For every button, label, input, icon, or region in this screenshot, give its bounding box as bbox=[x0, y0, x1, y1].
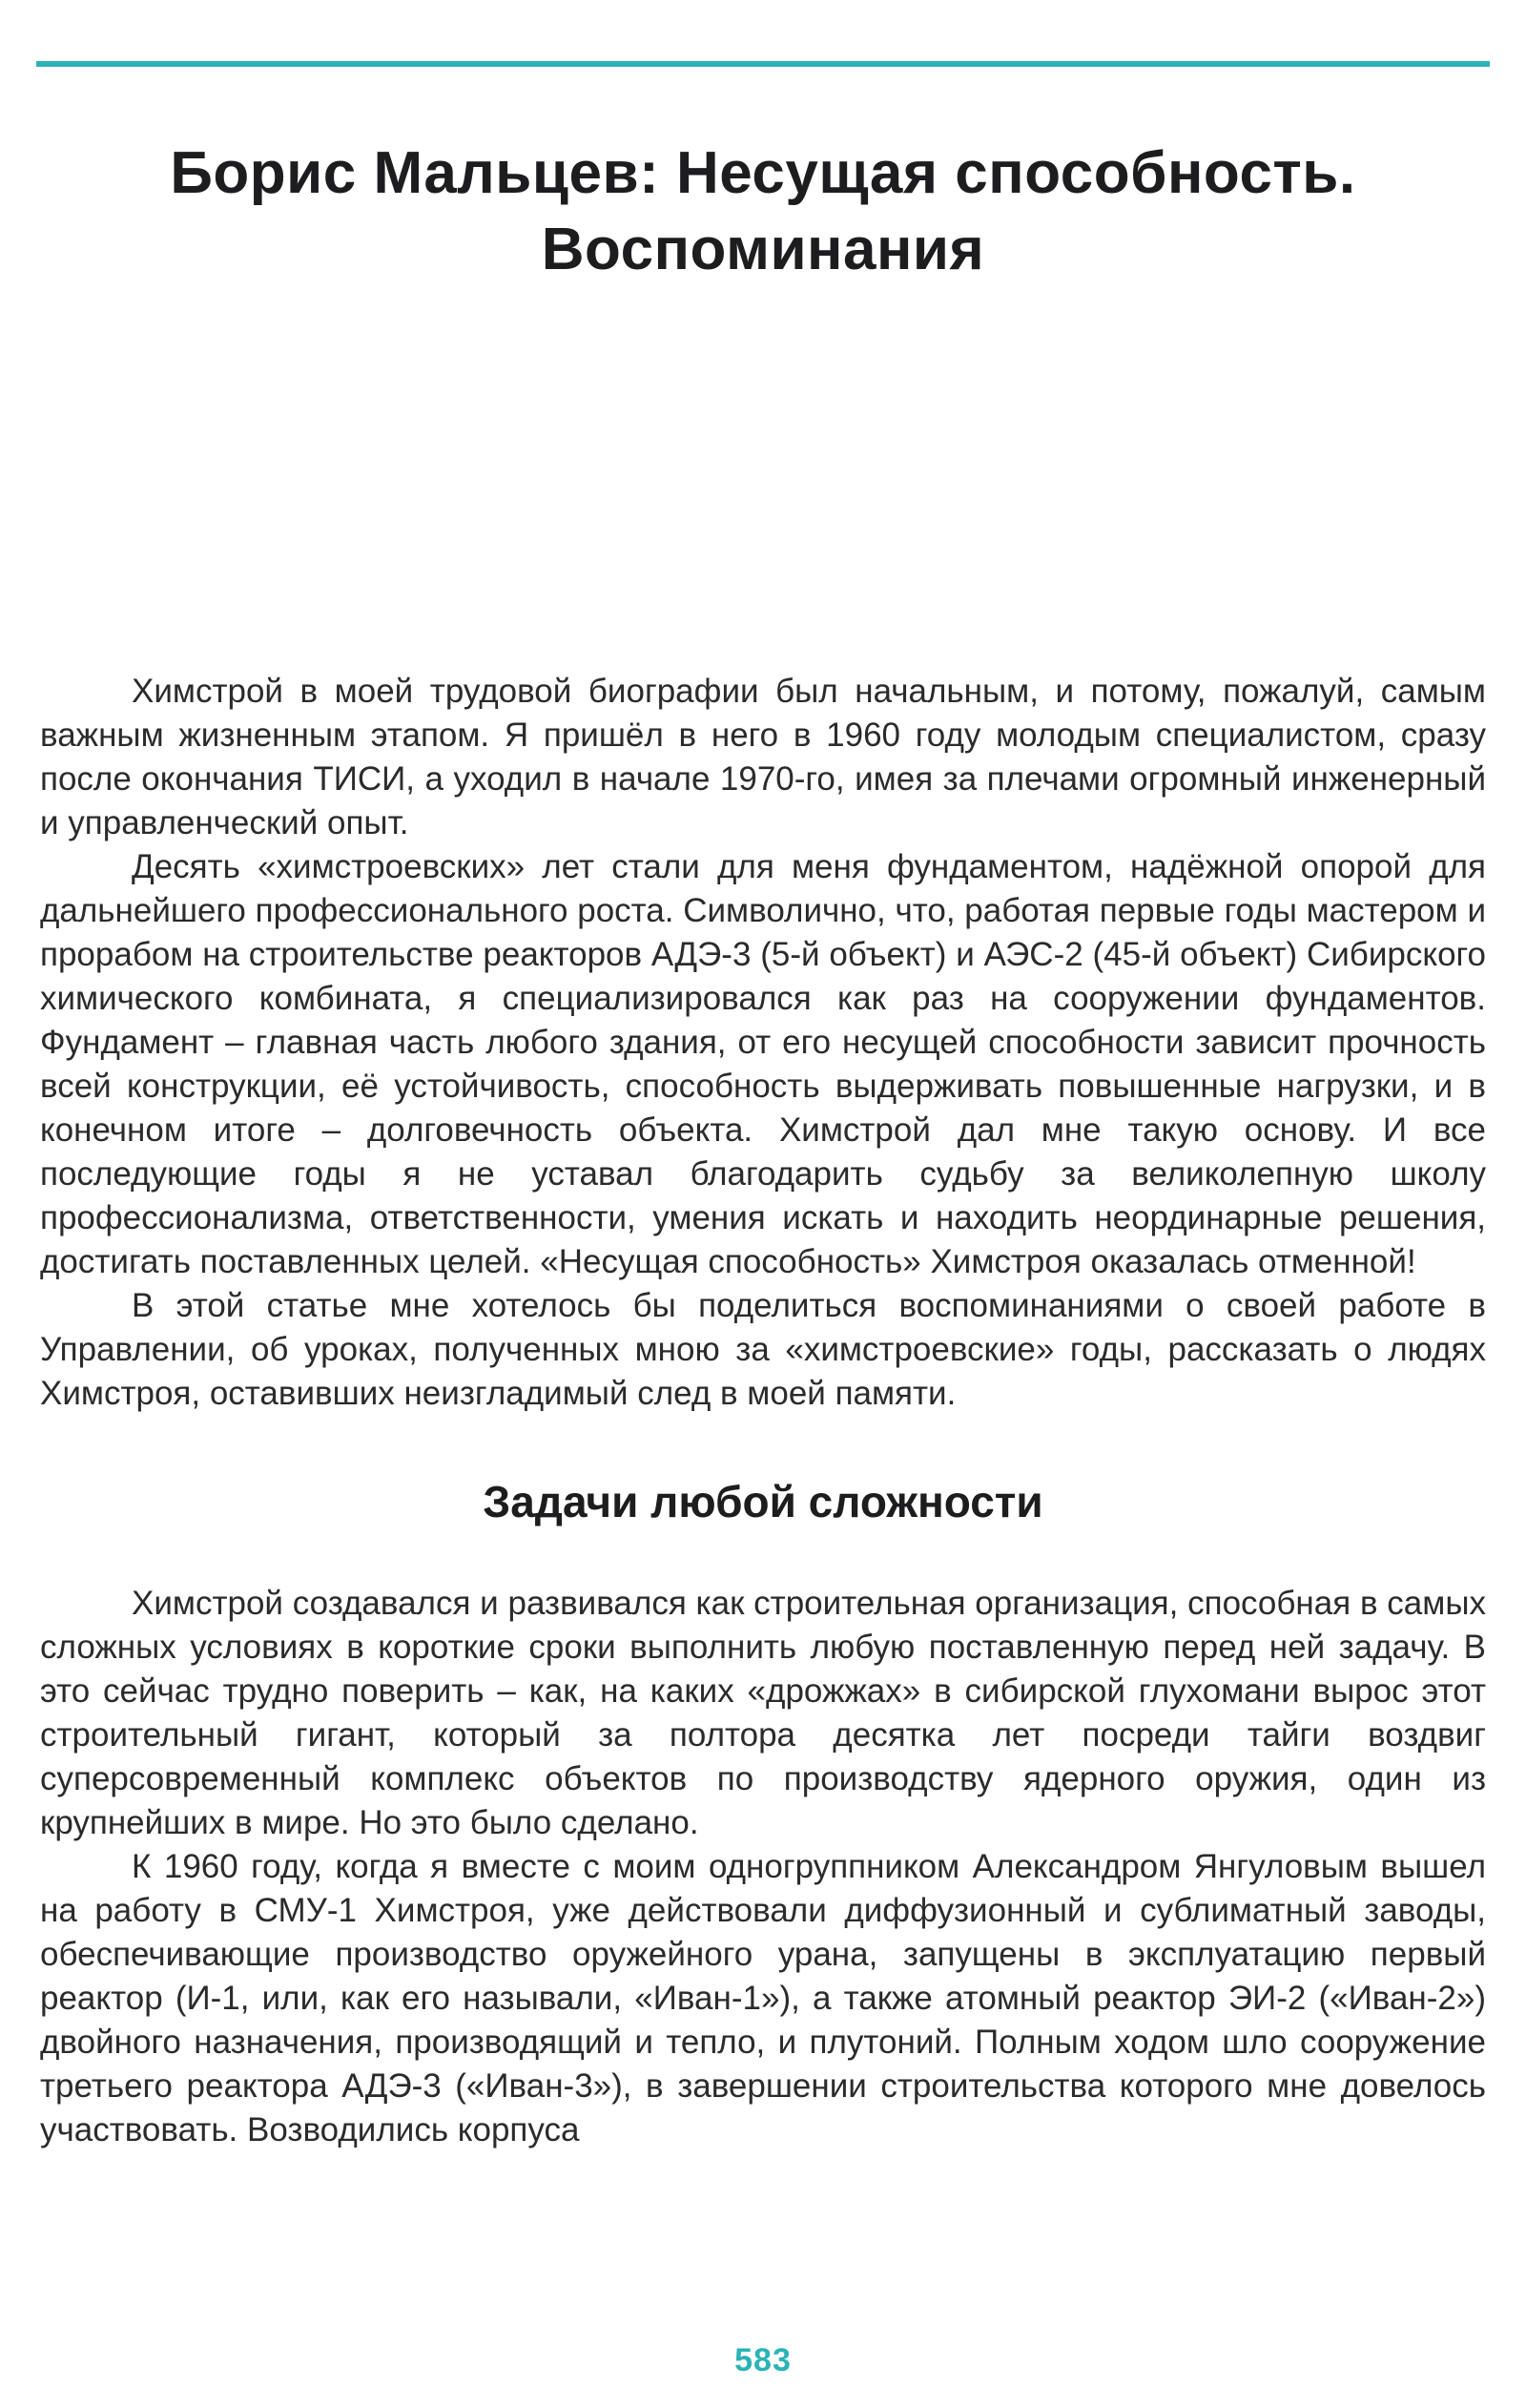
section-text-block bbox=[40, 1582, 1486, 2152]
top-divider-rule bbox=[36, 61, 1490, 67]
paragraph: Химстрой создавался и развивался как строительная организация, способная в самых сложных условиях в короткие сроки выполнить любую поставленную перед ней задачу. В это сейчас трудно поверить – как, на каких «дрожжах» в сибирской глухомани вырос этот строительный гигант, который за полтора десятка лет посреди тайги воздвиг суперсовременный комплекс объектов по производству ядерного оружия, один из крупнейших в мире. Но это было сделано. bbox=[40, 1585, 1486, 1841]
paragraph: К 1960 году, когда я вместе с моим одногруппником Александром Янгуловым вышел на работу в СМУ-1 Химстроя, уже действовали диффузионный и сублиматный заводы, обеспечивающие производство оружейного урана, запущены в эксплуатацию первый реактор (И-1, или, как его называли, «Иван-1»), а также атомный реактор ЭИ-2 («Иван-2») двойного назначения, производящий и тепло, и плутоний. Полным ходом шло сооружение третьего реактора АДЭ-3 («Иван-3»), в завершении строительства которого мне довелось участвовать. Возводились корпуса bbox=[40, 1848, 1486, 2149]
intro-text-block bbox=[40, 670, 1486, 1416]
chapter-title bbox=[0, 135, 1526, 288]
section-heading: Задачи любой сложности bbox=[483, 1477, 1043, 1526]
chapter-title-line-2: Воспоминания bbox=[541, 217, 985, 282]
paragraph: Химстрой в моей трудовой биографии был начальным, и потому, пожалуй, самым важным жизненным этапом. Я пришёл в него в 1960 году молодым специалистом, сразу после окончания ТИСИ, а уходил в начале 1970-го, имея за плечами огромный инженерный и управленческий опыт. bbox=[40, 673, 1486, 841]
paragraph: В этой статье мне хотелось бы поделиться воспоминаниями о своей работе в Управлении, об уроках, полученных мною за «химстроевские» годы, рассказать о людях Химстроя, оставивших неизгладимый след в моей памяти. bbox=[40, 1287, 1486, 1412]
page-number: 583 bbox=[734, 2342, 792, 2378]
chapter-title-line-1: Борис Мальцев: Несущая способность. bbox=[170, 140, 1356, 206]
paragraph: Десять «химстроевских» лет стали для меня фундаментом, надёжной опорой для дальнейшего профессионального роста. Символично, что, работая первые годы мастером и прорабом на строительстве реакторов АДЭ-3 (5-й объект) и АЭС-2 (45-й объект) Сибирского химического комбината, я специализировался как раз на сооружении фундаментов. Фундамент – главная часть любого здания, от его несущей способности зависит прочность всей конструкции, её устойчивость, способность выдерживать повышенные нагрузки, и в конечном итоге – долговечность объекта. Химстрой дал мне такую основу. И все последующие годы я не уставал благодарить судьбу за великолепную школу профессионализма, ответственности, умения искать и находить неординарные решения, достигать поставленных целей. «Несущая способность» Химстроя оказалась отменной! bbox=[40, 848, 1486, 1280]
